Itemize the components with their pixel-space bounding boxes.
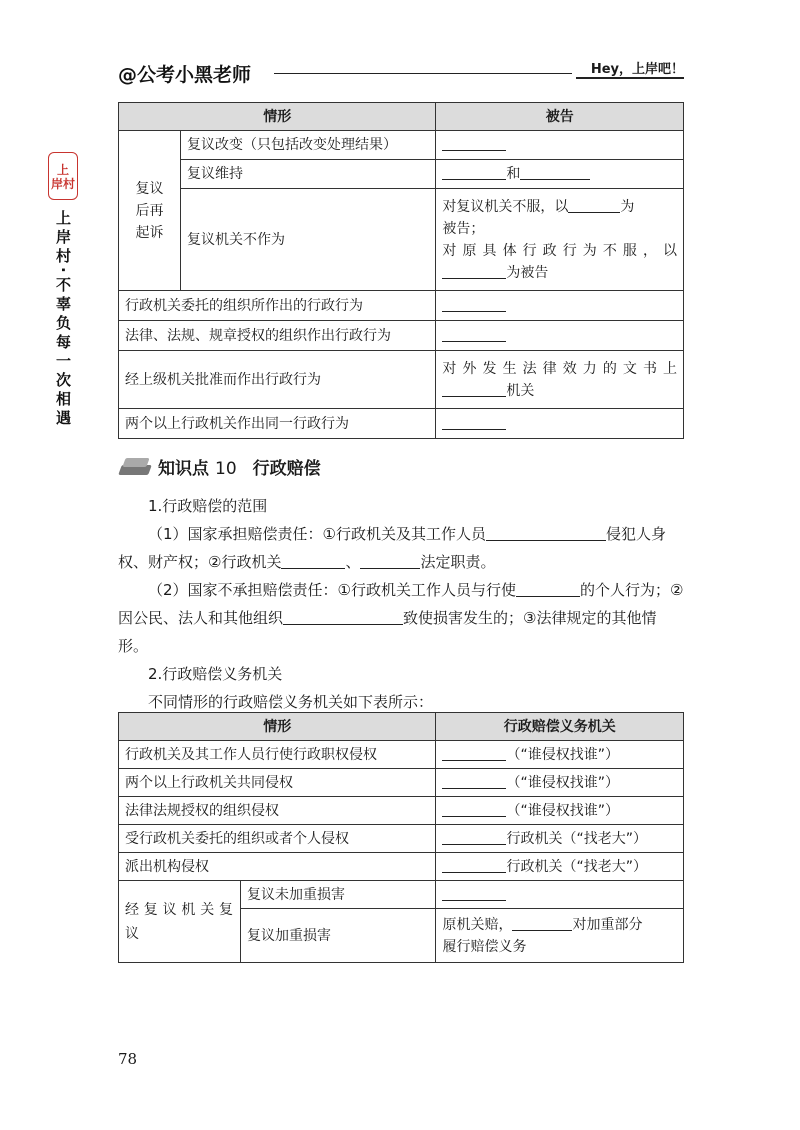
fill-blank[interactable] xyxy=(442,382,506,397)
books-icon xyxy=(118,455,152,477)
table1-row-defendant: 对外发生法律效力的文书上 机关 xyxy=(436,351,684,409)
table2-row-situation: 复议未加重损害 xyxy=(240,881,436,909)
table2-header-situation: 情形 xyxy=(119,713,436,741)
fill-blank[interactable] xyxy=(442,802,506,817)
fill-blank[interactable] xyxy=(442,858,506,873)
table1-row-situation: 复议改变（只包括改变处理结果） xyxy=(180,131,435,160)
table1-row-situation: 两个以上行政机关作出同一行政行为 xyxy=(119,409,436,439)
section-number: 10 xyxy=(215,458,237,479)
table1-row-situation: 行政机关委托的组织所作出的行政行为 xyxy=(119,291,436,321)
fill-blank[interactable] xyxy=(486,526,606,541)
fill-blank[interactable] xyxy=(360,554,420,569)
fill-blank[interactable] xyxy=(442,136,506,151)
table2-row-organ: （“谁侵权找谁”） xyxy=(436,769,684,797)
table1-row-defendant xyxy=(436,409,684,439)
table2-group-label: 经复议机关复 议 xyxy=(119,881,241,963)
page-header xyxy=(118,58,684,88)
fill-blank[interactable] xyxy=(442,327,506,342)
fill-blank[interactable] xyxy=(442,165,506,180)
table2-header-organ: 行政赔偿义务机关 xyxy=(436,713,684,741)
table1-group-label: 复议后再起诉 xyxy=(119,131,181,291)
author-label: @公考小黑老师 xyxy=(118,64,252,86)
subheading-obligated-organ: 2.行政赔偿义务机关 xyxy=(148,665,283,683)
section-heading xyxy=(118,452,321,480)
fill-blank[interactable] xyxy=(442,774,506,789)
seal-logo: 上 岸村 xyxy=(48,152,78,200)
table1-row-defendant xyxy=(436,321,684,351)
side-motto: 上岸村·不辜负每一次相遇 xyxy=(54,210,72,429)
compensation-organ-table xyxy=(118,712,684,963)
table1-row-defendant: 对复议机关不服，以 为 被告； 对原具体行政行为不服，以 为被告 xyxy=(436,189,684,291)
fill-blank[interactable] xyxy=(442,830,506,845)
table1-row-situation: 法律、法规、规章授权的组织作出行政行为 xyxy=(119,321,436,351)
table1-row-defendant xyxy=(436,131,684,160)
page-number: 78 xyxy=(118,1050,138,1068)
fill-blank[interactable] xyxy=(442,264,506,279)
table1-header-defendant: 被告 xyxy=(436,103,684,131)
fill-blank[interactable] xyxy=(442,297,506,312)
table1-header-situation: 情形 xyxy=(119,103,436,131)
table1-row-situation: 复议机关不作为 xyxy=(180,189,435,291)
defendant-table xyxy=(118,102,684,439)
fill-blank[interactable] xyxy=(516,582,580,597)
table2-row-organ: （“谁侵权找谁”） xyxy=(436,741,684,769)
table2-intro: 不同情形的行政赔偿义务机关如下表所示： xyxy=(148,693,434,711)
table1-row-defendant xyxy=(436,291,684,321)
table2-row-situation: 法律法规授权的组织侵权 xyxy=(119,797,436,825)
table1-row-situation: 复议维持 xyxy=(180,160,435,189)
fill-blank[interactable] xyxy=(442,746,506,761)
table2-row-situation: 两个以上行政机关共同侵权 xyxy=(119,769,436,797)
paragraph-state-liable: （1）国家承担赔偿责任：①行政机关及其工作人员 侵犯人身权、财产权；②行政机关 、 法定职责。 xyxy=(118,525,667,571)
fill-blank[interactable] xyxy=(283,610,403,625)
fill-blank[interactable] xyxy=(442,415,506,430)
slogan-label: Hey，上岸吧！ xyxy=(590,62,684,77)
table2-row-situation: 派出机构侵权 xyxy=(119,853,436,881)
table2-row-organ: 行政机关（“找老大”） xyxy=(436,825,684,853)
fill-blank[interactable] xyxy=(512,916,572,931)
fill-blank[interactable] xyxy=(520,165,590,180)
section-title: 行政赔偿 xyxy=(252,458,321,479)
table2-row-situation: 复议加重损害 xyxy=(240,909,436,963)
table2-row-organ xyxy=(436,881,684,909)
table1-row-defendant: 和 xyxy=(436,160,684,189)
header-divider xyxy=(274,73,572,74)
table2-row-organ: 原机关赔， 对加重部分 履行赔偿义务 xyxy=(436,909,684,963)
table2-row-organ: 行政机关（“找老大”） xyxy=(436,853,684,881)
subheading-scope: 1.行政赔偿的范围 xyxy=(148,497,268,515)
fill-blank[interactable] xyxy=(442,886,506,901)
table2-row-organ: （“谁侵权找谁”） xyxy=(436,797,684,825)
table2-row-situation: 受行政机关委托的组织或者个人侵权 xyxy=(119,825,436,853)
table2-row-situation: 行政机关及其工作人员行使行政职权侵权 xyxy=(119,741,436,769)
fill-blank[interactable] xyxy=(281,554,345,569)
fill-blank[interactable] xyxy=(568,198,620,213)
section-label: 知识点 xyxy=(158,458,209,479)
table1-row-situation: 经上级机关批准而作出行政行为 xyxy=(119,351,436,409)
paragraph-state-not-liable: （2）国家不承担赔偿责任：①行政机关工作人员与行使 的个人行为；②因公民、法人和其他组织 致使损害发生的；③法律规定的其他情形。 xyxy=(118,581,684,655)
slogan-underline xyxy=(576,77,684,79)
